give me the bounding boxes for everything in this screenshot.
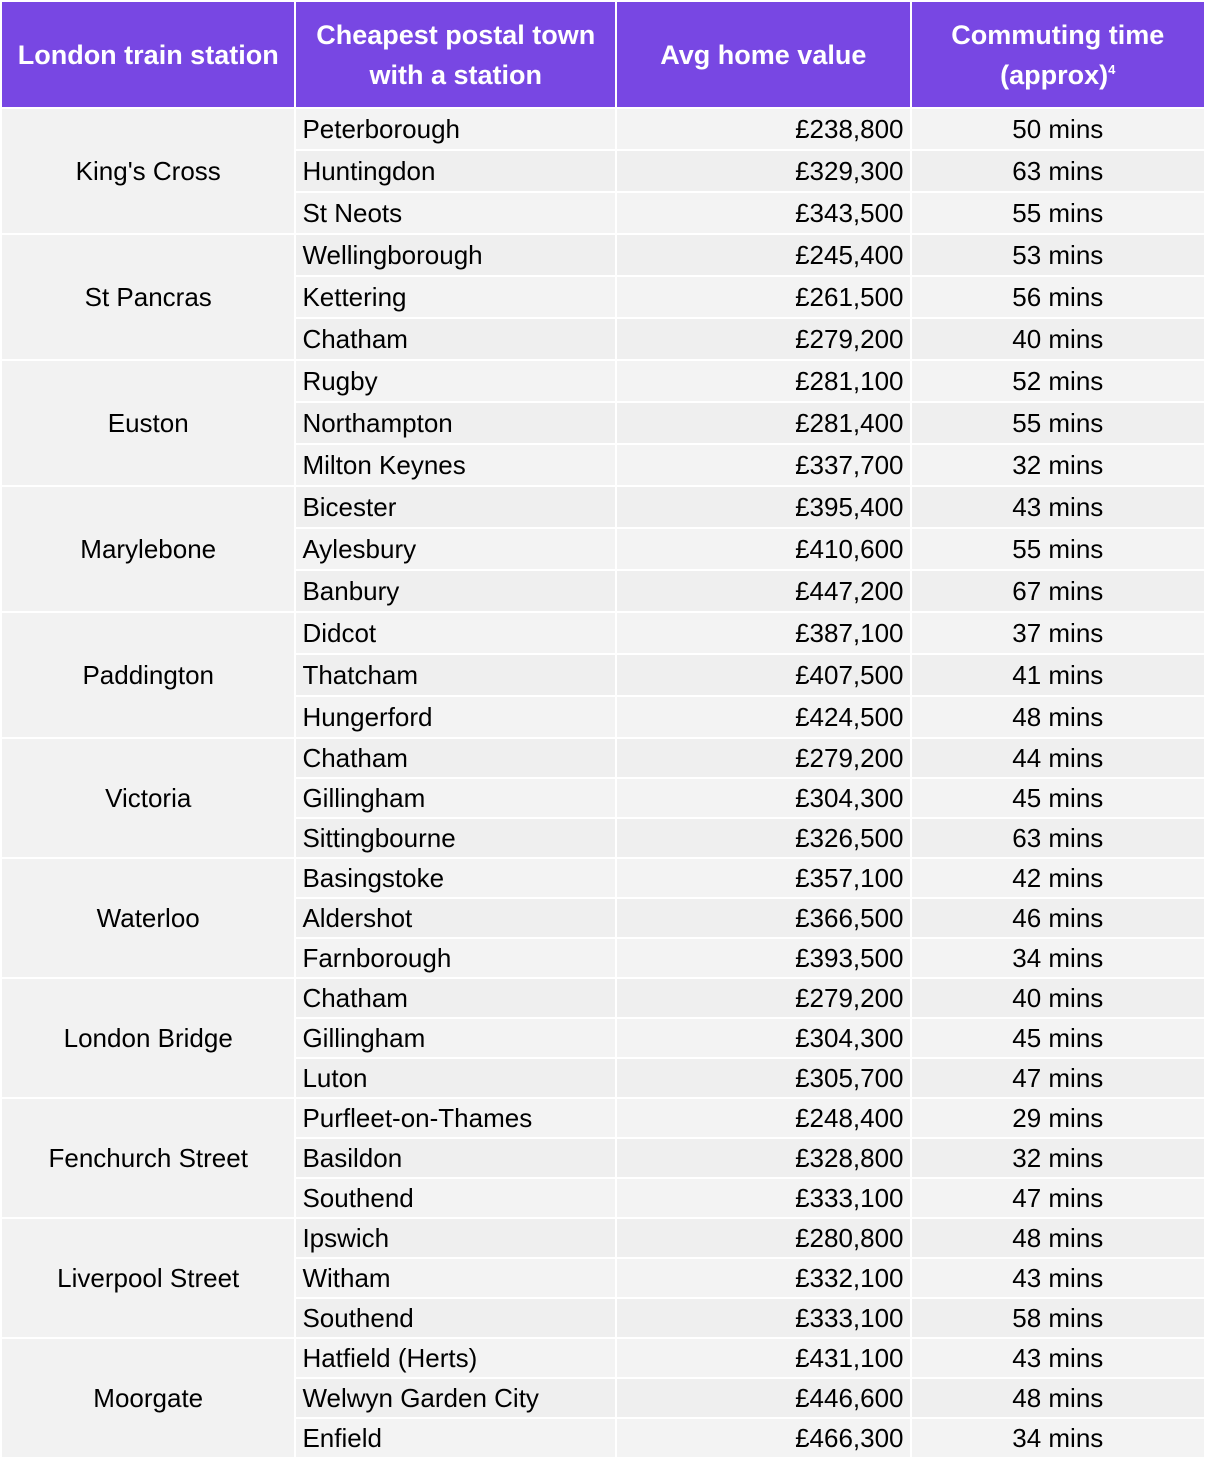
- town-cell: Chatham: [296, 319, 615, 359]
- town-cell: Bicester: [296, 487, 615, 527]
- home-value-cell: £280,800: [617, 1219, 909, 1257]
- home-value-cell: £447,200: [617, 571, 909, 611]
- home-value-cell: £343,500: [617, 193, 909, 233]
- town-cell: Witham: [296, 1259, 615, 1297]
- commute-time-cell: 52 mins: [912, 361, 1204, 401]
- town-cell: Hatfield (Herts): [296, 1339, 615, 1377]
- table-row: [2, 739, 1204, 777]
- station-cell: King's Cross: [2, 109, 294, 233]
- commute-time-cell: 37 mins: [912, 613, 1204, 653]
- station-cell: St Pancras: [2, 235, 294, 359]
- town-cell: Chatham: [296, 979, 615, 1017]
- home-value-cell: £387,100: [617, 613, 909, 653]
- commute-time-cell: 53 mins: [912, 235, 1204, 275]
- home-value-cell: £366,500: [617, 899, 909, 937]
- town-cell: Banbury: [296, 571, 615, 611]
- home-value-cell: £337,700: [617, 445, 909, 485]
- commute-time-cell: 43 mins: [912, 1259, 1204, 1297]
- town-cell: Huntingdon: [296, 151, 615, 191]
- town-cell: Ipswich: [296, 1219, 615, 1257]
- town-cell: Rugby: [296, 361, 615, 401]
- home-value-cell: £304,300: [617, 779, 909, 817]
- header-town: Cheapest postal town with a station: [296, 2, 615, 107]
- town-cell: Gillingham: [296, 779, 615, 817]
- commute-time-cell: 29 mins: [912, 1099, 1204, 1137]
- commute-time-cell: 47 mins: [912, 1059, 1204, 1097]
- home-value-cell: £393,500: [617, 939, 909, 977]
- table-row: [2, 613, 1204, 653]
- station-cell: Marylebone: [2, 487, 294, 611]
- commute-time-cell: 63 mins: [912, 151, 1204, 191]
- town-cell: Enfield: [296, 1419, 615, 1457]
- header-station: London train station: [2, 2, 294, 107]
- home-value-cell: £279,200: [617, 979, 909, 1017]
- commute-time-cell: 45 mins: [912, 779, 1204, 817]
- home-value-cell: £407,500: [617, 655, 909, 695]
- station-cell: Moorgate: [2, 1339, 294, 1457]
- home-value-cell: £261,500: [617, 277, 909, 317]
- town-cell: Wellingborough: [296, 235, 615, 275]
- home-value-cell: £279,200: [617, 739, 909, 777]
- table-row: [2, 361, 1204, 401]
- station-cell: Paddington: [2, 613, 294, 737]
- commute-time-cell: 32 mins: [912, 445, 1204, 485]
- home-value-cell: £238,800: [617, 109, 909, 149]
- town-cell: Peterborough: [296, 109, 615, 149]
- station-cell: Liverpool Street: [2, 1219, 294, 1337]
- town-cell: St Neots: [296, 193, 615, 233]
- town-cell: Gillingham: [296, 1019, 615, 1057]
- home-value-cell: £305,700: [617, 1059, 909, 1097]
- town-cell: Purfleet-on-Thames: [296, 1099, 615, 1137]
- table-row: [2, 859, 1204, 897]
- town-cell: Northampton: [296, 403, 615, 443]
- town-cell: Welwyn Garden City: [296, 1379, 615, 1417]
- home-value-cell: £357,100: [617, 859, 909, 897]
- commute-time-cell: 43 mins: [912, 1339, 1204, 1377]
- commute-time-cell: 55 mins: [912, 529, 1204, 569]
- commute-time-cell: 50 mins: [912, 109, 1204, 149]
- header-time: [912, 2, 1204, 107]
- town-cell: Basingstoke: [296, 859, 615, 897]
- table-row: [2, 1219, 1204, 1257]
- home-value-cell: £333,100: [617, 1179, 909, 1217]
- home-value-cell: £326,500: [617, 819, 909, 857]
- commute-time-cell: 48 mins: [912, 1219, 1204, 1257]
- commute-time-cell: 55 mins: [912, 193, 1204, 233]
- home-value-cell: £281,100: [617, 361, 909, 401]
- town-cell: Luton: [296, 1059, 615, 1097]
- table-row: [2, 979, 1204, 1017]
- town-cell: Chatham: [296, 739, 615, 777]
- town-cell: Aylesbury: [296, 529, 615, 569]
- home-value-cell: £328,800: [617, 1139, 909, 1177]
- commute-time-cell: 43 mins: [912, 487, 1204, 527]
- town-cell: Aldershot: [296, 899, 615, 937]
- commute-time-cell: 55 mins: [912, 403, 1204, 443]
- header-row: [2, 2, 1204, 107]
- table-header: [2, 2, 1204, 107]
- home-value-cell: £248,400: [617, 1099, 909, 1137]
- commute-time-cell: 32 mins: [912, 1139, 1204, 1177]
- commute-time-cell: 40 mins: [912, 979, 1204, 1017]
- table-row: [2, 235, 1204, 275]
- header-time-label: Commuting time (approx): [951, 19, 1165, 90]
- home-value-cell: £245,400: [617, 235, 909, 275]
- station-cell: Fenchurch Street: [2, 1099, 294, 1217]
- station-cell: London Bridge: [2, 979, 294, 1097]
- header-value: Avg home value: [617, 2, 909, 107]
- commute-time-cell: 56 mins: [912, 277, 1204, 317]
- station-cell: Euston: [2, 361, 294, 485]
- home-value-cell: £431,100: [617, 1339, 909, 1377]
- table-body: [2, 109, 1204, 1457]
- station-cell: Waterloo: [2, 859, 294, 977]
- town-cell: Farnborough: [296, 939, 615, 977]
- commute-time-cell: 45 mins: [912, 1019, 1204, 1057]
- home-value-cell: £446,600: [617, 1379, 909, 1417]
- home-value-cell: £279,200: [617, 319, 909, 359]
- town-cell: Southend: [296, 1299, 615, 1337]
- commute-time-cell: 48 mins: [912, 1379, 1204, 1417]
- home-value-cell: £329,300: [617, 151, 909, 191]
- commute-time-cell: 67 mins: [912, 571, 1204, 611]
- home-value-cell: £333,100: [617, 1299, 909, 1337]
- home-value-cell: £304,300: [617, 1019, 909, 1057]
- town-cell: Milton Keynes: [296, 445, 615, 485]
- commute-time-cell: 58 mins: [912, 1299, 1204, 1337]
- commute-time-cell: 34 mins: [912, 939, 1204, 977]
- commute-time-cell: 40 mins: [912, 319, 1204, 359]
- commute-time-cell: 34 mins: [912, 1419, 1204, 1457]
- station-cell: Victoria: [2, 739, 294, 857]
- header-time-footnote: 4: [1108, 61, 1116, 77]
- home-value-cell: £281,400: [617, 403, 909, 443]
- commute-time-cell: 41 mins: [912, 655, 1204, 695]
- table-row: [2, 1339, 1204, 1377]
- table-row: [2, 487, 1204, 527]
- home-value-cell: £395,400: [617, 487, 909, 527]
- commute-time-cell: 46 mins: [912, 899, 1204, 937]
- commute-time-cell: 47 mins: [912, 1179, 1204, 1217]
- commute-time-cell: 63 mins: [912, 819, 1204, 857]
- commute-time-cell: 48 mins: [912, 697, 1204, 737]
- home-value-cell: £424,500: [617, 697, 909, 737]
- town-cell: Hungerford: [296, 697, 615, 737]
- commute-time-cell: 42 mins: [912, 859, 1204, 897]
- home-value-cell: £410,600: [617, 529, 909, 569]
- home-value-cell: £332,100: [617, 1259, 909, 1297]
- home-value-cell: £466,300: [617, 1419, 909, 1457]
- commute-time-cell: 44 mins: [912, 739, 1204, 777]
- table-row: [2, 109, 1204, 149]
- town-cell: Didcot: [296, 613, 615, 653]
- town-cell: Thatcham: [296, 655, 615, 695]
- town-cell: Kettering: [296, 277, 615, 317]
- town-cell: Basildon: [296, 1139, 615, 1177]
- town-cell: Southend: [296, 1179, 615, 1217]
- table-row: [2, 1099, 1204, 1137]
- town-cell: Sittingbourne: [296, 819, 615, 857]
